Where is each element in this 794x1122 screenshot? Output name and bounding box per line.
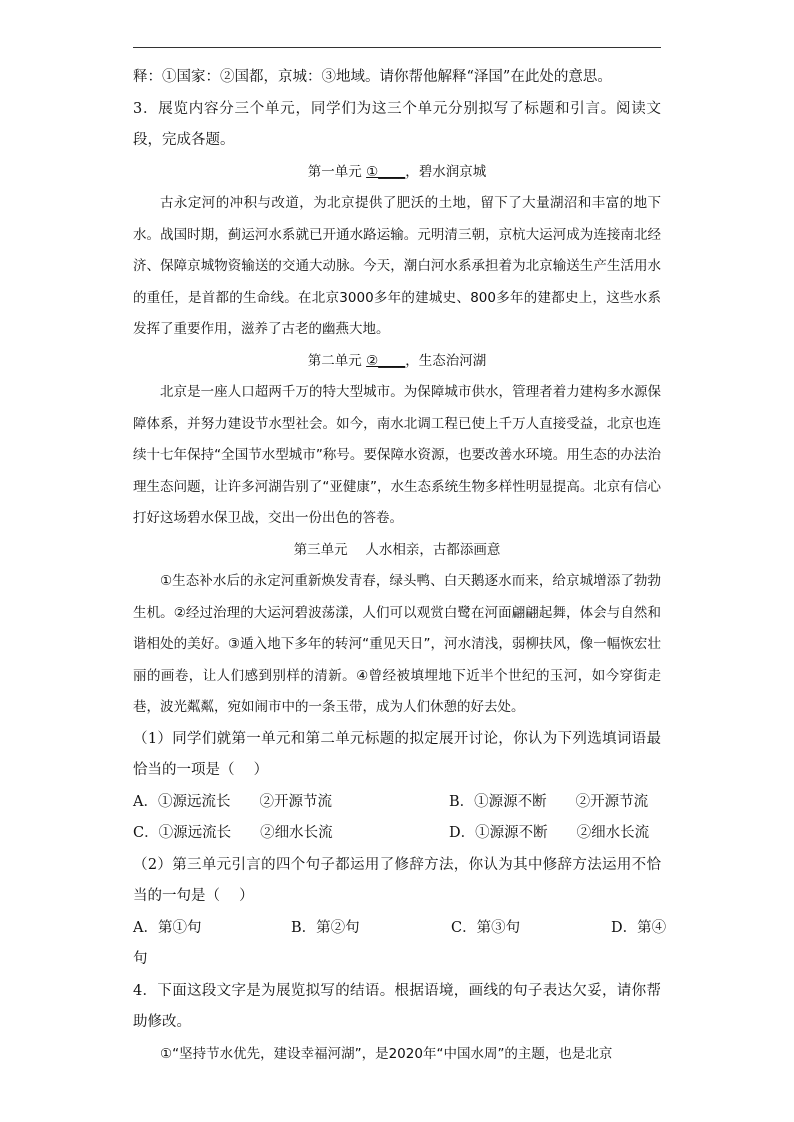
unit1-title <box>133 157 661 189</box>
unit1-title-prefix: 第一单元 <box>307 163 367 180</box>
sub2-option-d-wrap: 句 <box>133 951 148 967</box>
exam-page <box>133 62 667 1070</box>
sub1-option-c[interactable]: C．①源远流长 ②细水长流 <box>133 825 333 841</box>
sub1-option-d[interactable]: D．①源源不断 ②细水长流 <box>449 825 650 841</box>
unit3-body: ①生态补水后的永定河重新焕发青春，绿头鸭、白天鹅逐水而来，给京城增添了勃勃生机。②经过治理的大运河碧波荡漾，人们可以观赏白鹭在河面翩翩起舞，体会与自然和谐相处的美好。③遁入地下多年的转河“重见天日”，河水清浅，弱柳扶风，像一幅恢宏壮丽的画卷，让人们感到别样的清新。④曾经被填埋地下近半个世纪的玉河，如今穿街走巷，波光粼粼，宛如闹市中的一条玉带，成为人们休憩的好去处。 <box>133 573 661 715</box>
sub2-options-row <box>133 913 667 945</box>
unit2-title-prefix: 第二单元 <box>307 352 367 369</box>
q2-explanation-tail: 释：①国家：②国都，京城：③地域。请你帮他解释“泽国”在此处的意思。 <box>133 69 612 85</box>
unit2-title <box>133 346 661 378</box>
header-rule <box>133 47 661 48</box>
sub2-stem: （2）第三单元引言的四个句子都运用了修辞方法，你认为其中修辞方法运用不恰当的一句是（ ） <box>133 856 661 904</box>
sub1-option-a[interactable]: A．①源远流长 ②开源节流 <box>133 793 332 810</box>
sub2-option-c[interactable]: C．第③句 <box>451 919 521 936</box>
unit2-blank[interactable]: ②____ <box>366 352 406 369</box>
unit2-body: 北京是一座人口超两千万的特大型城市。为保障城市供水，管理者着力建构多水源保障体系，并努力建设节水型社会。如今，南水北调工程已使上千万人直接受益，北京也连续十七年保持“全国节水型城市”称号。要保障水资源，也要改善水环境。用生态的办法治理生态问题，让许多河湖告别了“亚健康”，水生态系统生物多样性明显提高。北京有信心打好这场碧水保卫战，交出一份出色的答卷。 <box>133 384 661 526</box>
q3-stem: 3．展览内容分三个单元，同学们为这三个单元分别拟写了标题和引言。阅读文段，完成各题。 <box>133 100 661 148</box>
unit1-blank[interactable]: ①____ <box>366 163 406 180</box>
q4-body-start: ①“坚持节水优先，建设幸福河湖”，是2020年“中国水周”的主题，也是北京 <box>160 1045 613 1062</box>
sub1-stem: （1）同学们就第一单元和第二单元标题的拟定展开讨论，你认为下列选填词语最恰当的一项是（ ） <box>133 730 661 778</box>
sub2-option-b[interactable]: B．第②句 <box>291 919 360 936</box>
sub2-option-d[interactable]: D．第④ <box>611 919 667 936</box>
unit1-title-suffix: ，碧水润京城 <box>405 163 487 180</box>
q4-stem: 4．下面这段文字是为展览拟写的结语。根据语境，画线的句子表达欠妥，请你帮助修改。 <box>133 982 661 1030</box>
unit1-body: 古永定河的冲积与改道，为北京提供了肥沃的土地，留下了大量湖沼和丰富的地下水。战国时期，蓟运河水系就已开通水路运输。元明清三朝，京杭大运河成为连接南北经济、保障京城物资输送的交通大动脉。今天，潮白河水系承担着为北京输送生产生活用水的重任，是首都的生命线。在北京3000多年的建城史、800多年的建都史上，这些水系发挥了重要作用，滋养了古老的幽燕大地。 <box>133 195 661 337</box>
sub1-options-row1 <box>133 787 661 819</box>
unit3-title: 第三单元 人水相亲，古都添画意 <box>293 541 501 558</box>
unit2-title-suffix: ，生态治河湖 <box>405 352 487 369</box>
sub1-option-b[interactable]: B．①源源不断 ②开源节流 <box>449 793 649 810</box>
sub2-option-a[interactable]: A．第①句 <box>133 919 202 936</box>
sub1-options-row2 <box>133 818 661 850</box>
